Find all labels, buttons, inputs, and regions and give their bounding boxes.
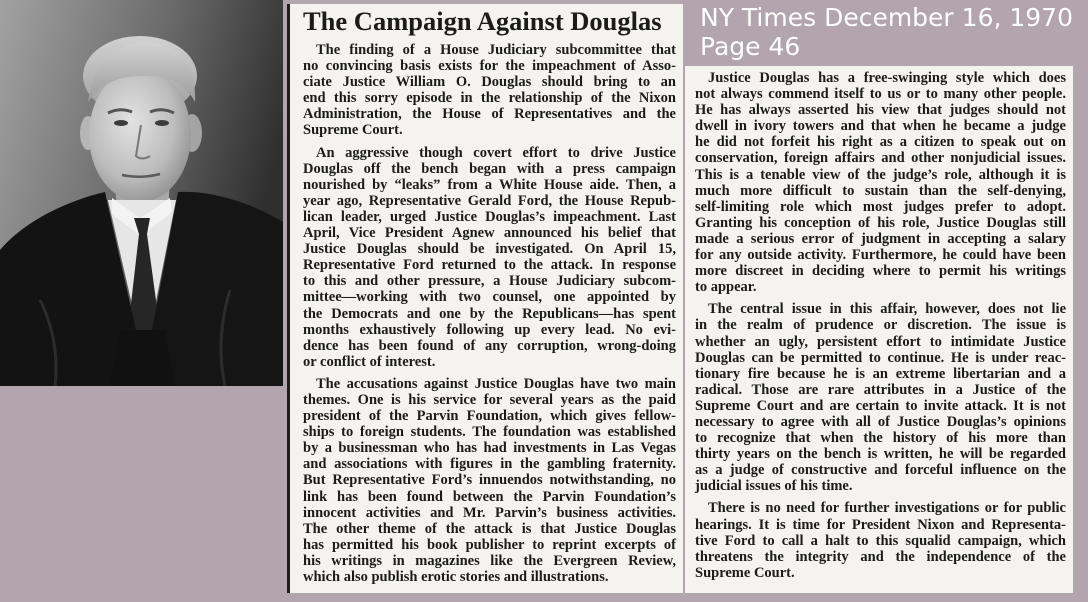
article-line: nourished by “leaks” from a White House aide. Then, a (303, 176, 676, 193)
source-caption-page: Page 46 (700, 32, 801, 61)
article-line: to appear. (695, 279, 757, 296)
article-line: ships to foreign students. The foundation was established (303, 424, 676, 441)
article-line: for any outside activity. Furthermore, he could have been (695, 247, 1066, 264)
article-line: Douglas off the bench began with a press campaign (303, 160, 676, 177)
article-line: This is a tenable view of the judge’s role, although it is (695, 166, 1066, 183)
article-paragraph (303, 145, 676, 370)
article-line: threatens the integrity and the independence of the (695, 548, 1066, 565)
source-caption (700, 3, 1073, 61)
source-caption-publication: NY Times December 16, 1970 (700, 3, 1073, 32)
article-line: judicial issues of his time. (695, 478, 853, 495)
article-line: Administration, the House of Representatives and the (303, 106, 676, 123)
article-line: thirty years on the bench is written, he will be regarded (695, 446, 1066, 463)
article-line: and associations with figures in the gambling fraternity. (303, 456, 676, 473)
article-line: The central issue in this affair, however, does not lie (708, 301, 1066, 318)
article-clipping-right (685, 66, 1073, 593)
article-line: or conflict of interest. (303, 353, 436, 370)
article-line: Supreme Court and are certain to invite attack. It is not (695, 397, 1066, 414)
article-line: to recognize that when the history of his more than (695, 430, 1066, 447)
article-line: But Representative Ford’s innuendos notwithstanding, no (303, 472, 676, 489)
article-line: president of the Parvin Foundation, which gives fellow- (303, 408, 676, 425)
article-line: whether an ugly, persistent effort to intimidate Justice (695, 333, 1066, 350)
article-line: tive Ford to call a halt to this squalid campaign, which (695, 532, 1066, 549)
article-line: Representative Ford returned to the attack. In response (303, 257, 676, 274)
article-line: months exhaustively following up every lead. No evi- (303, 321, 676, 338)
article-line: The finding of a House Judiciary subcommittee that (316, 42, 676, 58)
article-line: ciate Justice William O. Douglas should bring to an (303, 74, 676, 91)
article-line: much more difficult to sustain than the self-denying, (695, 182, 1066, 199)
article-paragraph (303, 376, 676, 585)
article-line: April, Vice President Agnew announced his belief that (303, 225, 676, 242)
article-line: hearings. It is time for President Nixon and Representa- (695, 516, 1066, 533)
article-line: Supreme Court. (695, 564, 795, 581)
article-line: innocent activities and Mr. Parvin’s business activities. (303, 504, 676, 521)
article-clipping-left (287, 4, 683, 593)
article-line: dence has been found of any corruption, wrong-doing (303, 337, 676, 354)
article-column-left (303, 42, 676, 585)
article-line: Douglas can be permitted to continue. He is under reac- (695, 349, 1066, 366)
article-line: self-limiting role which most judges prefer to adopt. (695, 198, 1066, 215)
article-line: by a businessman who has had investments in Las Vegas (303, 440, 676, 457)
article-line: his writings in magazines like the Evergreen Review, (303, 552, 676, 569)
article-line: There is no need for further investigations or for public (708, 500, 1066, 517)
article-line: to this and other pressure, a House Judiciary subcom- (303, 273, 676, 290)
article-line: in the realm of prudence or discretion. The issue is (695, 317, 1066, 334)
article-line: as a judge of constructive and forceful influence on the (695, 462, 1066, 479)
article-line: he did not forfeit his right as a citizen to speak out on (695, 134, 1066, 151)
eye (114, 120, 128, 126)
eye (155, 120, 169, 126)
article-line: An aggressive though covert effort to drive Justice (316, 144, 676, 161)
article-line: Justice Douglas should be investigated. On April 15, (303, 241, 676, 258)
article-paragraph (303, 42, 676, 139)
article-column-right (695, 70, 1066, 581)
article-line: Supreme Court. (303, 122, 403, 139)
article-line: lican leader, urged Justice Douglas’s impeachment. Last (303, 208, 676, 225)
article-line: Justice Douglas has a free-swinging style which does (708, 70, 1066, 86)
article-line: year ago, Representative Gerald Ford, the House Repub- (303, 192, 676, 209)
article-line: tionary fire because he is an extreme libertarian and a (695, 365, 1066, 382)
robe-center (110, 330, 175, 386)
article-line: necessary to agree with all of Justice Douglas’s opinions (695, 413, 1066, 430)
article-line: The accusations against Justice Douglas have two main (316, 375, 676, 392)
article-line: the Democrats and one by the Republicans—has spent (303, 305, 676, 322)
article-line: He has always asserted his view that judges should not (695, 102, 1066, 119)
article-line: themes. One is his service for several years as the paid (303, 391, 676, 408)
article-line: has permitted his book publisher to reprint excerpts of (303, 536, 676, 553)
article-line: radical. Those are rare attributes in a Justice of the (695, 381, 1066, 398)
article-line: link has been found between the Parvin Foundation’s (303, 488, 676, 505)
article-line: The other theme of the attack is that Justice Douglas (303, 520, 676, 537)
article-paragraph (695, 70, 1066, 295)
article-line: dwell in ivory towers and that when he became a judge (695, 118, 1066, 135)
article-line: no convincing basis exists for the impeachment of Asso- (303, 58, 676, 75)
portrait-drawing (0, 0, 283, 386)
article-title: The Campaign Against Douglas (303, 6, 662, 36)
article-line: Granting his conception of his role, Justice Douglas still (695, 214, 1066, 231)
portrait-photo (0, 0, 283, 386)
article-paragraph (695, 301, 1066, 494)
article-line: which also publish erotic stories and illustrations. (303, 569, 609, 585)
article-line: mittee—working with two counsel, one appointed by (303, 289, 676, 306)
article-line: more discreet in deciding where to permit his writings (695, 263, 1066, 280)
article-line: end this sorry episode in the relationship of the Nixon (303, 90, 676, 107)
article-line: made a serious error of judgment in accepting a salary (695, 230, 1066, 247)
article-line: not always commend itself to us or to many other people. (695, 86, 1066, 103)
article-line: conservation, foreign affairs and other nonjudicial issues. (695, 150, 1066, 167)
article-paragraph (695, 500, 1066, 580)
